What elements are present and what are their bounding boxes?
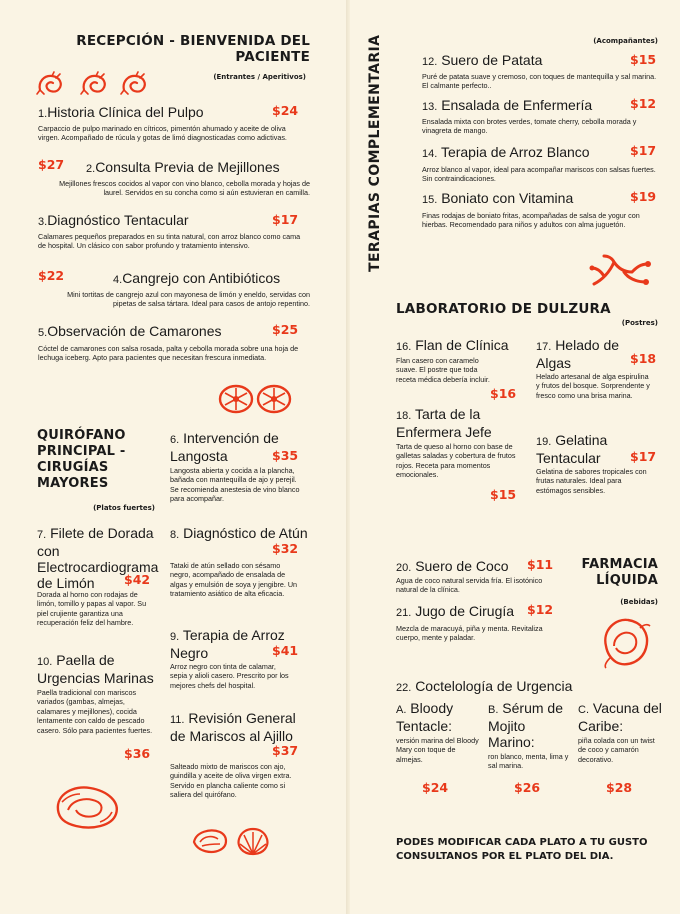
menu-item-description: Arroz blanco al vapor, ideal para acompañar mariscos con salsas fuertes. Sin contraindicaciones. <box>422 165 656 184</box>
shell-icon <box>190 826 230 856</box>
section-title-entrantes: RECEPCIÓN - BIENVENIDA DEL PACIENTE <box>76 33 310 65</box>
cocktail-name: A. Bloody Tentacle: <box>396 700 454 734</box>
section-subtitle-entrantes: (Entrantes / Aperitivos) <box>213 73 306 81</box>
menu-item-description: Tataki de atún sellado con sésamo negro, acompañado de ensalada de algas y emulsión de soya y jengibre. Un tratamiento asiático de alta eficacia. <box>170 561 298 599</box>
shell-icon <box>234 826 272 858</box>
menu-item-price: $37 <box>272 743 299 758</box>
menu-item-name: 12. Suero de Patata <box>422 52 543 68</box>
menu-item-price: $41 <box>272 643 299 658</box>
menu-item-description: Helado artesanal de alga espirulina y frutos del bosque. Sorprendente y fresco como una brisa marina. <box>536 372 650 400</box>
shrimp-icon <box>36 72 66 96</box>
cocktail-description: versión marina del Bloody Mary con toque de almejas. <box>396 736 479 764</box>
tomato-slice-icon <box>218 384 254 414</box>
menu-item-description: Mejillones frescos cocidos al vapor con vino blanco, cebolla morada y hojas de laurel. Servidos en su concha como si aún estuvieran en camilla. <box>59 179 310 198</box>
cocktail-name: C. Vacuna del Caribe: <box>578 700 662 734</box>
menu-item-description: Tarta de queso al horno con base de galletas saladas y cobertura de frutos rojos. Receta para momentos emocionales. <box>396 442 516 480</box>
menu-item-price: $24 <box>272 103 299 118</box>
menu-item-name: 20. Suero de Coco <box>396 558 509 574</box>
coral-icon <box>588 254 654 290</box>
menu-item-price: $11 <box>527 557 554 572</box>
section-title-acompanantes: TERAPIAS COMPLEMENTARIA <box>367 34 383 272</box>
menu-item-description: Calamares pequeños preparados en su tinta natural, con arroz blanco como cama de hospital. Un clásico con sabor profundo y tratamiento intensivo. <box>38 232 301 251</box>
menu-item-price: $15 <box>630 52 657 67</box>
menu-item-description: Carpaccio de pulpo marinado en cítricos, pimentón ahumado y aceite de oliva virgen. Acompañado de rúcula y gotas de limó diagnosticadas como adictivas. <box>38 124 287 143</box>
menu-item-name: 15. Boniato con Vitamina <box>422 190 574 206</box>
oyster-icon <box>52 782 122 832</box>
cocktail-price: $28 <box>606 780 633 795</box>
menu-item-name: 4.Cangrejo con Antibióticos <box>113 270 281 286</box>
page-fold <box>346 0 350 914</box>
menu-item-price: $19 <box>630 189 657 204</box>
menu-item-description: Cóctel de camarones con salsa rosada, palta y cebolla morada sobre una hoja de lechuga iceberg. Apto para pacientes que necesitan frescura inmediata. <box>38 344 299 363</box>
menu-item-price: $22 <box>38 268 65 283</box>
menu-item-name: 14. Terapia de Arroz Blanco <box>422 144 590 160</box>
section-subtitle-bebidas: (Bebidas) <box>620 598 658 606</box>
menu-item-price: $17 <box>630 449 657 464</box>
section-subtitle-postres: (Postres) <box>621 319 658 327</box>
menu-item-description: Arroz negro con tinta de calamar, sepia y alioli casero. Prescrito por los mejores chefs del hospital. <box>170 662 289 690</box>
shrimp-icon <box>120 72 150 96</box>
menu-item-price: $17 <box>630 143 657 158</box>
menu-item-price: $12 <box>527 602 554 617</box>
menu-item-price: $17 <box>272 212 299 227</box>
menu-item-name: 18. Tarta de la Enfermera Jefe <box>396 406 492 440</box>
menu-item-price: $36 <box>124 746 151 761</box>
cocktail-description: piña colada con un twist de coco y camarón decorativo. <box>578 736 655 764</box>
menu-item-name: 2.Consulta Previa de Mejillones <box>86 159 280 175</box>
menu-item-name: 1.Historia Clínica del Pulpo <box>38 104 204 120</box>
menu-item-price: $15 <box>490 487 517 502</box>
menu-item-price: $12 <box>630 96 657 111</box>
footer-note: PODES MODIFICAR CADA PLATO A TU GUSTO CONSULTANOS POR EL PLATO DEL DIA. <box>396 837 648 862</box>
menu-item-description: Finas rodajas de boniato fritas, acompañadas de salsa de yogur con hierbas. Recomendado para niños y adultos con alma juguetón. <box>422 211 640 230</box>
menu-item-description: Dorada al horno con rodajas de limón, tomillo y papas al vapor. Su piel crujiente garantiza una recuperación feliz del hambre. <box>37 590 147 628</box>
oyster-icon <box>596 614 652 670</box>
menu-item-name: 19. Gelatina Tentacular <box>536 432 608 466</box>
menu-item-description: Puré de patata suave y cremoso, con toques de mantequilla y sal marina. El calmante perfecto.. <box>422 72 657 91</box>
menu-item-description: Flan casero con caramelo suave. El postre que toda receta médica debería incluir. <box>396 356 490 384</box>
menu-item-name: 3.Diagnóstico Tentacular <box>38 212 189 228</box>
menu-item-description: Mezcla de maracuyá, piña y menta. Revitaliza cuerpo, mente y paladar. <box>396 624 543 643</box>
menu-item-name: 22. Coctelología de Urgencia <box>396 678 573 694</box>
section-title-principales: QUIRÓFANO PRINCIPAL - CIRUGÍAS MAYORES <box>37 428 126 491</box>
section-title-postres: LABORATORIO DE DULZURA <box>396 301 611 317</box>
menu-item-name: 9. Terapia de Arroz Negro <box>170 627 285 661</box>
menu-item-description: Langosta abierta y cocida a la plancha, bañada con mantequilla de ajo y perejil. Se recomienda anestesia de vino blanco para acompañar. <box>170 466 300 504</box>
menu-item-description: Paella tradicional con mariscos variados (gambas, almejas, calamares y mejillones), cocida lentamente con caldo de pescado casero. Sólo para pacientes fuertes. <box>37 688 153 735</box>
tomato-slice-icon <box>256 384 292 414</box>
menu-item-description: Ensalada mixta con brotes verdes, tomate cherry, cebolla morada y vinagreta de mango. <box>422 117 637 136</box>
cocktail-price: $24 <box>422 780 449 795</box>
menu-item-name: 8. Diagnóstico de Atún <box>170 525 308 541</box>
menu-item-name: 13. Ensalada de Enfermería <box>422 97 593 113</box>
menu-item-price: $32 <box>272 541 299 556</box>
menu-item-name: 6. Intervención de Langosta <box>170 430 279 464</box>
menu-item-price: $35 <box>272 448 299 463</box>
menu-item-name: 21. Jugo de Cirugía <box>396 603 515 619</box>
section-title-bebidas: FARMACIA LÍQUIDA <box>581 557 658 588</box>
menu-item-price: $25 <box>272 322 299 337</box>
section-subtitle-principales: (Platos fuertes) <box>93 504 155 512</box>
menu-item-description: Salteado mixto de mariscos con ajo, guindilla y aceite de oliva virgen extra. Servido en plancha caliente como si saliera del quirófano. <box>170 762 292 800</box>
menu-item-name: 17. Helado de Algas <box>536 337 620 371</box>
menu-item-price: $27 <box>38 157 65 172</box>
menu-item-name: 10. Paella de Urgencias Marinas <box>37 652 154 686</box>
menu-item-name: 11. Revisión General de Mariscos al Ajillo <box>170 710 296 744</box>
section-subtitle-acompanantes: (Acompañantes) <box>593 37 658 45</box>
menu-item-name: 5.Observación de Camarones <box>38 323 222 339</box>
menu-item-description: Agua de coco natural servida fría. El isotónico natural de la clínica. <box>396 576 543 595</box>
shrimp-icon <box>80 72 110 96</box>
menu-item-price: $18 <box>630 351 657 366</box>
menu-item-price: $42 <box>124 572 151 587</box>
cocktail-price: $26 <box>514 780 541 795</box>
menu-item-description: Mini tortitas de cangrejo azul con mayonesa de limón y eneldo, servidas con pipetas de salsa tártara. Ideal para casos de antojo repentino. <box>67 290 310 309</box>
menu-item-price: $16 <box>490 386 517 401</box>
menu-item-description: Gelatina de sabores tropicales con frutas naturales. Ideal para estómagos sensibles. <box>536 467 647 495</box>
menu-item-name: 7. Filete de Dorada con Electrocardiograma de Limón <box>37 525 159 591</box>
menu-item-name: 16. Flan de Clínica <box>396 337 509 353</box>
cocktail-description: ron blanco, menta, lima y sal marina. <box>488 752 569 771</box>
cocktail-name: B. Sérum de Mojito Marino: <box>488 700 563 750</box>
